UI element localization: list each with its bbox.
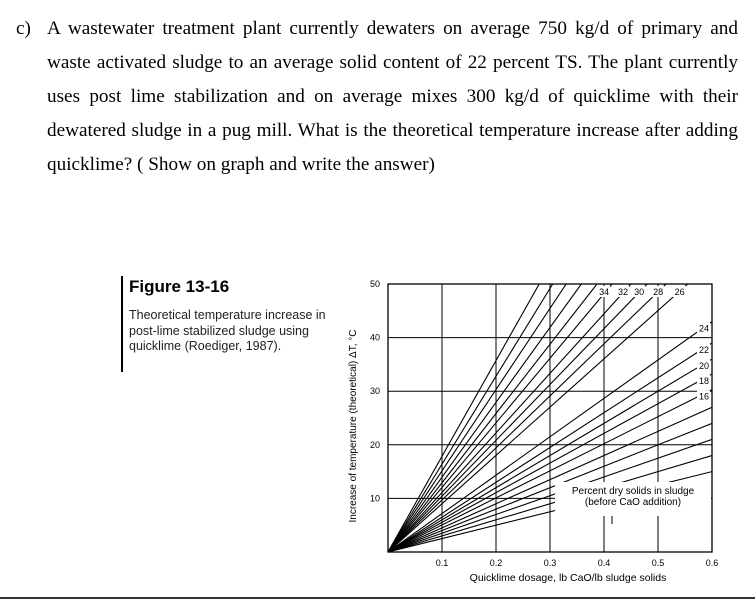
x-tick-label: 0.1 [435,558,449,568]
y-axis-label: Increase of temperature (theoretical) ΔT, °C [348,329,359,523]
x-tick-label: 0.5 [651,558,665,568]
annotation-line: (before CaO addition) [584,497,682,508]
series-label-34: 34 [599,287,610,297]
x-tick-label: 0.2 [489,558,503,568]
series-label-32: 32 [617,287,628,297]
figure-title: Figure 13-16 [129,277,230,296]
question-label: c) [16,18,31,39]
series-label-18: 18 [698,376,709,387]
series-label-16: 16 [698,391,709,402]
series-line-unlabeled [388,284,539,552]
x-tick-label: 0.4 [597,558,611,568]
x-tick-label: 0.3 [543,558,557,568]
y-tick-label: 20 [369,439,380,450]
series-label-30: 30 [634,287,645,297]
y-tick-label: 30 [369,386,380,397]
figure-description: Theoretical temperature increase in post-lime stabilized sludge using quicklime (Roediger, 1987). [129,308,326,353]
x-axis-label: Quicklime dosage, lb CaO/lb sludge solids [469,572,667,584]
series-line-unlabeled [388,284,581,552]
series-label-22: 22 [698,344,709,355]
y-tick-label: 40 [369,332,380,343]
annotation-line: Percent dry solids in sludge [571,486,695,497]
y-tick-label: 50 [369,279,380,289]
x-tick-label: 0.6 [705,558,719,568]
series-label-26: 26 [674,287,685,297]
y-tick-label: 10 [369,493,380,504]
series-line-unlabeled [388,284,553,552]
series-label-24: 24 [698,323,709,334]
series-label-20: 20 [698,361,709,372]
question-text: A wastewater treatment plant currently dewaters on average 750 kg/d of primary and waste activated sludge to an average solid content of 22 percent TS. The plant currently uses post lime stabilization and on average mixes 300 kg/d of quicklime with their dewatered sludge in a pug mill. What is the theoretical temperature increase after adding quicklime? ( Show on graph and write the answer) [47,18,738,175]
bottom-divider [0,597,755,599]
series-label-28: 28 [653,287,664,297]
